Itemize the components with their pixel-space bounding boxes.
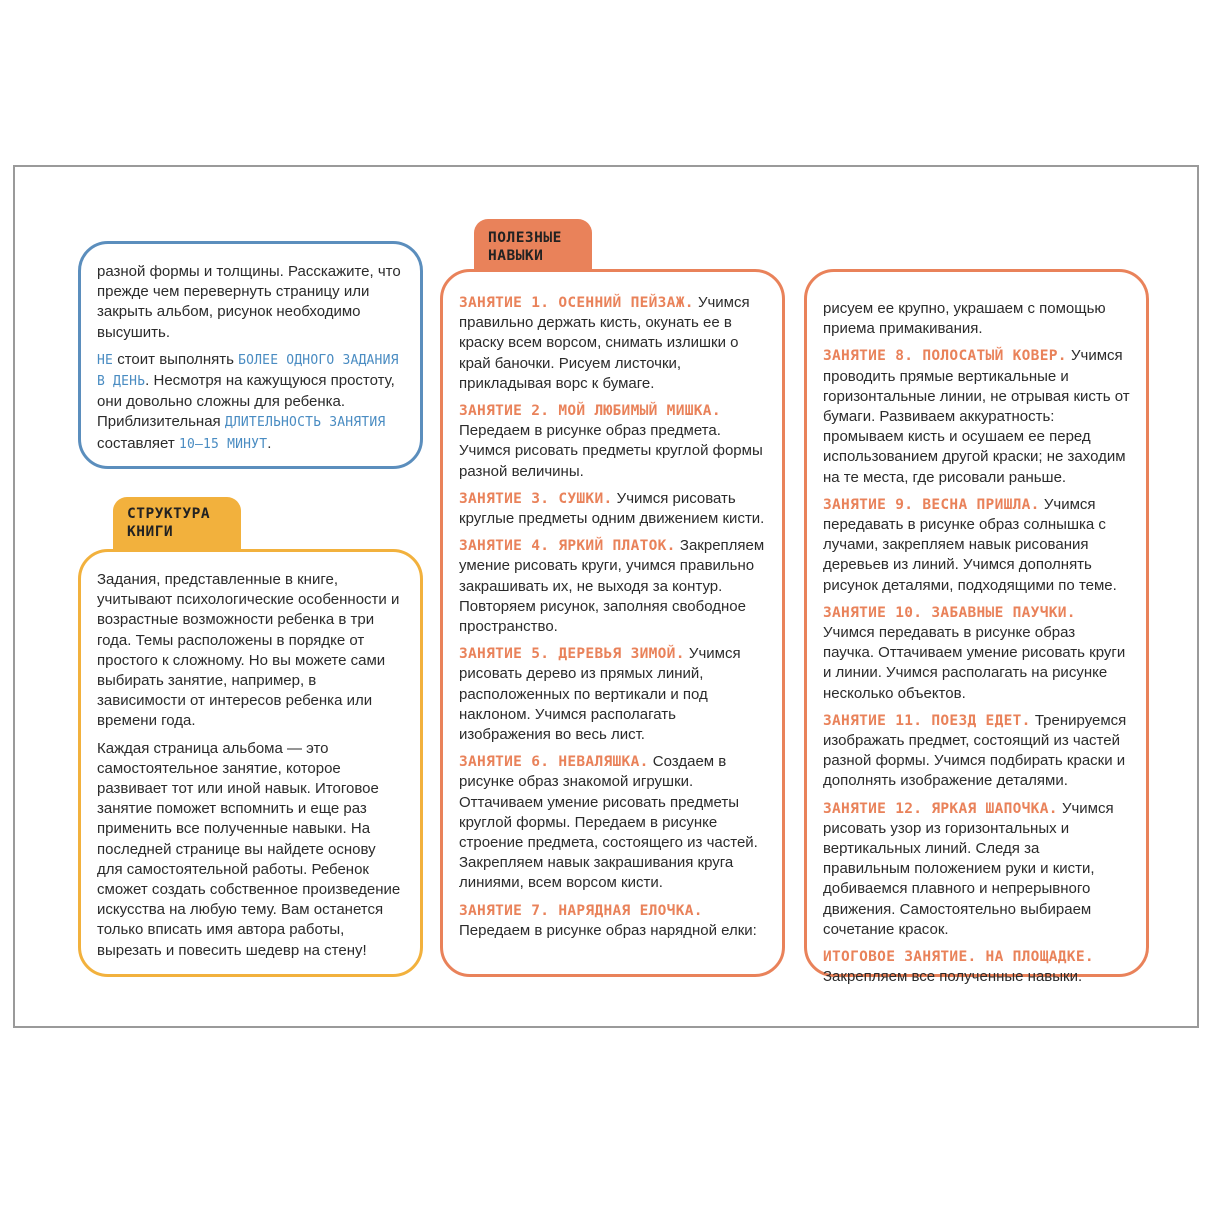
lesson-item: [823, 711, 1130, 792]
lesson-title: ЗАНЯТИЕ 11. ПОЕЗД ЕДЕТ.: [823, 712, 1031, 729]
intro-paragraph-1: разной формы и толщины. Расскажите, что прежде чем перевернуть страницу или закрыть альбом, рисунок необходимо высушить.: [97, 263, 401, 341]
text-segment: . Несмотря на кажущуюся простоту, они довольно сложны для ребенка. Приблизительная: [97, 372, 395, 431]
lesson-item: [459, 293, 766, 394]
lesson-title: ЗАНЯТИЕ 12. ЯРКАЯ ШАПОЧКА.: [823, 800, 1058, 817]
lesson-item: [823, 346, 1130, 487]
lesson-title: ЗАНЯТИЕ 9. ВЕСНА ПРИШЛА.: [823, 496, 1040, 513]
lesson-continuation: рисуем ее крупно, украшаем с помощью приема примакивания.: [823, 300, 1106, 338]
lesson-item: [459, 901, 766, 941]
structure-paragraph-1: Задания, представленные в книге, учитывают психологические особенности и возрастные возможности ребенка в три года. Темы расположены в порядке от простого к сложному. Но вы можете сами выбирать занятие, например, в зависимости от интересов ребенка или времени года.: [97, 571, 400, 730]
lesson-text: Учимся проводить прямые вертикальные и горизонтальные линии, не отрывая кисть от бумаги. Развиваем аккуратность: промываем кисть и осушаем ее перед использованием другой краски; не заходим на те места, где рисовали раньше.: [823, 347, 1130, 486]
lesson-text: Передаем в рисунке образ предмета. Учимся рисовать предметы круглой формы разной величины.: [459, 422, 763, 480]
text-segment: составляет: [97, 434, 179, 452]
lesson-title: ЗАНЯТИЕ 6. НЕВАЛЯШКА.: [459, 754, 649, 771]
text-segment: стоит выполнять: [113, 350, 239, 368]
lesson-title: ЗАНЯТИЕ 10. ЗАБАВНЫЕ ПАУЧКИ.: [823, 604, 1076, 621]
structure-paragraph-2: Каждая страница альбома — это самостоятельное занятие, которое развивает тот или иной навык. Итоговое занятие поможет вспомнить и еще раз применить все полученные навыки. На последней странице вы найдете основу для самостоятельной работы. Ребенок сможет создать собственное произведение искусства на любую тему. Вам останется только вписать имя автора работы, вырезать и повесить шедевр на стену!: [97, 739, 401, 959]
skills-box-column-1: [440, 269, 785, 977]
lesson-text: Учимся правильно держать кисть, окунать ее в краску всем ворсом, снимать излишки о край баночки. Рисуем листочки, прикладывая ворс к бумаге.: [459, 294, 750, 392]
lesson-text: Учимся рисовать узор из горизонтальных и вертикальных линий. Следя за правильным положением руки и кисти, добиваемся плавного и непрерывного движения. Самостоятельно выбираем сочетание красок.: [823, 799, 1114, 938]
text-segment: .: [267, 434, 272, 452]
lesson-text: Закрепляем умение рисовать круги, учимся правильно закрашивать их, не выходя за контур. Повторяем рисунок, заполняя свободное пространство.: [459, 537, 765, 636]
lesson-item: [459, 752, 766, 893]
highlight-duration: ДЛИТЕЛЬНОСТЬ ЗАНЯТИЯ: [224, 415, 386, 431]
lesson-title: ЗАНЯТИЕ 3. СУШКИ.: [459, 490, 613, 507]
lesson-item: [459, 489, 766, 529]
lesson-item: [823, 799, 1130, 940]
lesson-title: ЗАНЯТИЕ 2. МОЙ ЛЮБИМЫЙ МИШКА.: [459, 403, 721, 420]
lesson-item: [459, 536, 766, 637]
lesson-title: ЗАНЯТИЕ 4. ЯРКИЙ ПЛАТОК.: [459, 538, 676, 555]
lesson-title: ЗАНЯТИЕ 5. ДЕРЕВЬЯ ЗИМОЙ.: [459, 646, 685, 663]
highlight-minutes: 10–15 МИНУТ: [178, 436, 268, 452]
lesson-text: Учимся рисовать дерево из прямых линий, расположенных по вертикали и под наклоном. Учимся располагать изображения во весь лист.: [459, 645, 741, 744]
highlight-not: НЕ: [97, 352, 114, 368]
lesson-text: Тренируемся изображать предмет, состоящий из частей разной формы. Учимся подбирать краски и дополнять изображение деталями.: [823, 711, 1127, 790]
lesson-title: ЗАНЯТИЕ 8. ПОЛОСАТЫЙ КОВЕР.: [823, 348, 1067, 365]
skills-box-column-2: [804, 269, 1149, 986]
lesson-item: [823, 495, 1130, 596]
structure-heading-tab: [113, 497, 241, 553]
lesson-title: ИТОГОВОЕ ЗАНЯТИЕ. НА ПЛОЩАДКЕ.: [823, 949, 1094, 966]
book-spread-page: [13, 165, 1199, 1028]
lesson-text: Создаем в рисунке образ знакомой игрушки. Оттачиваем умение рисовать предметы круглой формы. Передаем в рисунке строение предмета, состоящего из частей. Закрепляем навык закрашивания круга линиями, всем ворсом кисти.: [459, 753, 758, 892]
lesson-title: ЗАНЯТИЕ 7. НАРЯДНАЯ ЕЛОЧКА.: [459, 902, 703, 919]
lesson-text: Учимся передавать в рисунке образ паучка. Оттачиваем умение рисовать круги и линии. Учимся располагать на рисунке несколько объектов.: [823, 624, 1126, 702]
lesson-text: Передаем в рисунке образ нарядной елки:: [459, 921, 757, 939]
lesson-title: ЗАНЯТИЕ 1. ОСЕННИЙ ПЕЙЗАЖ.: [459, 295, 694, 311]
lesson-text: Учимся рисовать круглые предметы одним движением кисти.: [459, 489, 765, 528]
lesson-item: [459, 401, 766, 482]
lesson-item: [459, 644, 766, 745]
lesson-item: [823, 947, 1130, 987]
skills-heading-line-1: ПОЛЕЗНЫЕ: [488, 230, 562, 246]
skills-heading-line-2: НАВЫКИ: [488, 248, 544, 264]
intro-note-box: [78, 241, 423, 469]
lesson-text: Закрепляем все полученные навыки.: [823, 968, 1083, 986]
intro-paragraph-2: [97, 350, 404, 455]
lesson-item: [823, 603, 1130, 704]
lesson-text: Учимся передавать в рисунке образ солнышка с лучами, закрепляем навык рисования деревьев из линий. Учимся дополнять рисунок деталями, подходящими по теме.: [823, 495, 1117, 594]
structure-heading-line-1: СТРУКТУРА: [127, 506, 211, 522]
structure-heading-line-2: КНИГИ: [127, 524, 174, 540]
highlight-one-task: БОЛЕЕ ОДНОГО ЗАДАНИЯ В ДЕНЬ: [97, 352, 399, 390]
structure-box: [78, 549, 423, 977]
